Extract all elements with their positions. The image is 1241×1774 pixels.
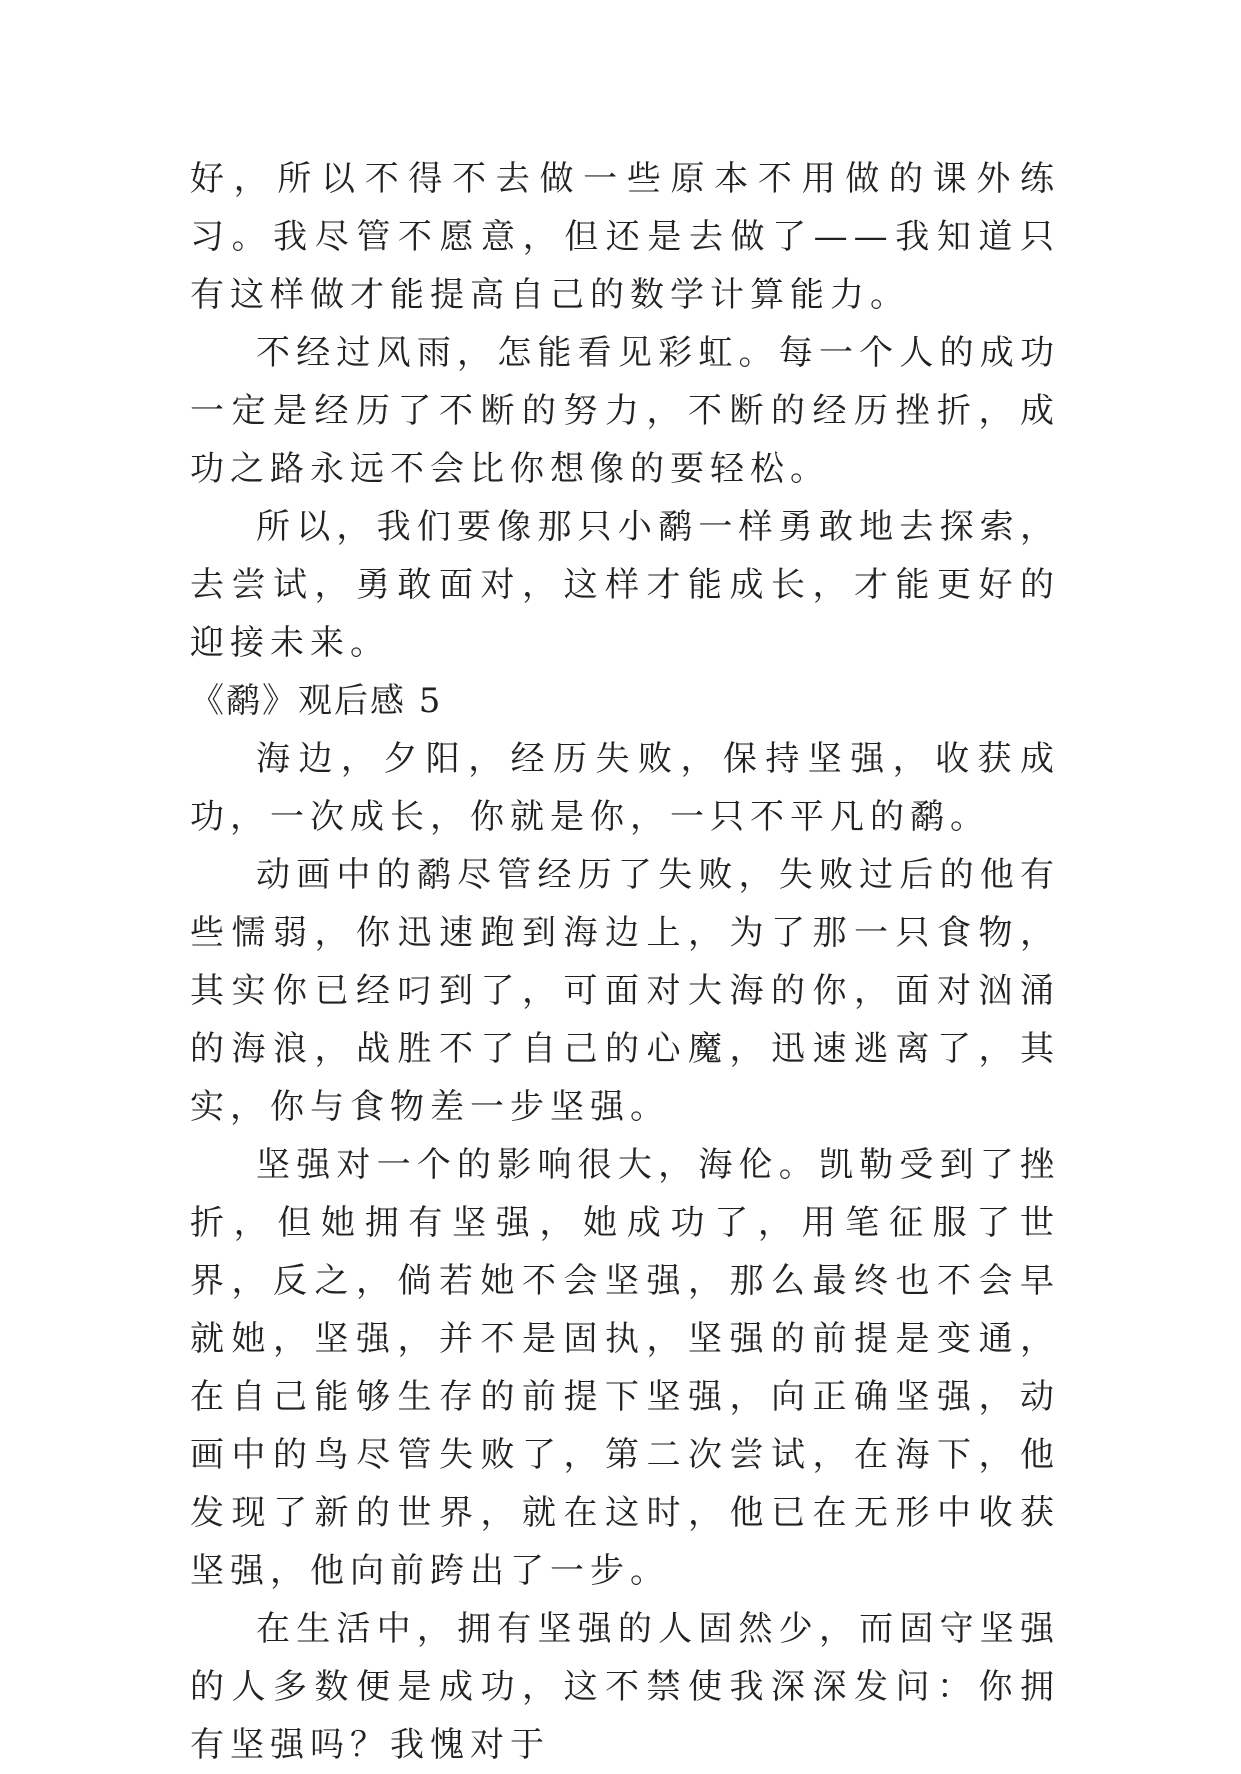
document-body xyxy=(190,150,1060,1774)
paragraph: 海边，夕阳，经历失败，保持坚强，收获成功，一次成长，你就是你，一只不平凡的鹬。 xyxy=(190,739,1060,837)
paragraph: 动画中的鹬尽管经历了失败，失败过后的他有些懦弱，你迅速跑到海边上，为了那一只食物，其实你已经叼到了，可面对大海的你，面对汹涌的海浪，战胜不了自己的心魔，迅速逃离了，其实，你与食物差一步坚强。 xyxy=(190,855,1060,1127)
paragraph: 好，所以不得不去做一些原本不用做的课外练习。我尽管不愿意，但还是去做了——我知道只有这样做才能提高自己的数学计算能力。 xyxy=(190,159,1060,315)
paragraph: 在生活中，拥有坚强的人固然少，而固守坚强的人多数便是成功，这不禁使我深深发问：你拥有坚强吗？我愧对于 xyxy=(190,1609,1060,1765)
paragraph: 不经过风雨，怎能看见彩虹。每一个人的成功一定是经历了不断的努力，不断的经历挫折，成功之路永远不会比你想像的要轻松。 xyxy=(190,333,1060,489)
paragraph: 所以，我们要像那只小鹬一样勇敢地去探索，去尝试，勇敢面对，这样才能成长，才能更好的迎接未来。 xyxy=(190,507,1060,663)
section-title: 《鹬》观后感 5 xyxy=(190,681,443,721)
paragraph: 坚强对一个的影响很大，海伦。凯勒受到了挫折，但她拥有坚强，她成功了，用笔征服了世界，反之，倘若她不会坚强，那么最终也不会早就她，坚强，并不是固执，坚强的前提是变通，在自己能够生存的前提下坚强，向正确坚强，动画中的鸟尽管失败了，第二次尝试，在海下，他发现了新的世界，就在这时，他已在无形中收获坚强，他向前跨出了一步。 xyxy=(190,1145,1060,1591)
